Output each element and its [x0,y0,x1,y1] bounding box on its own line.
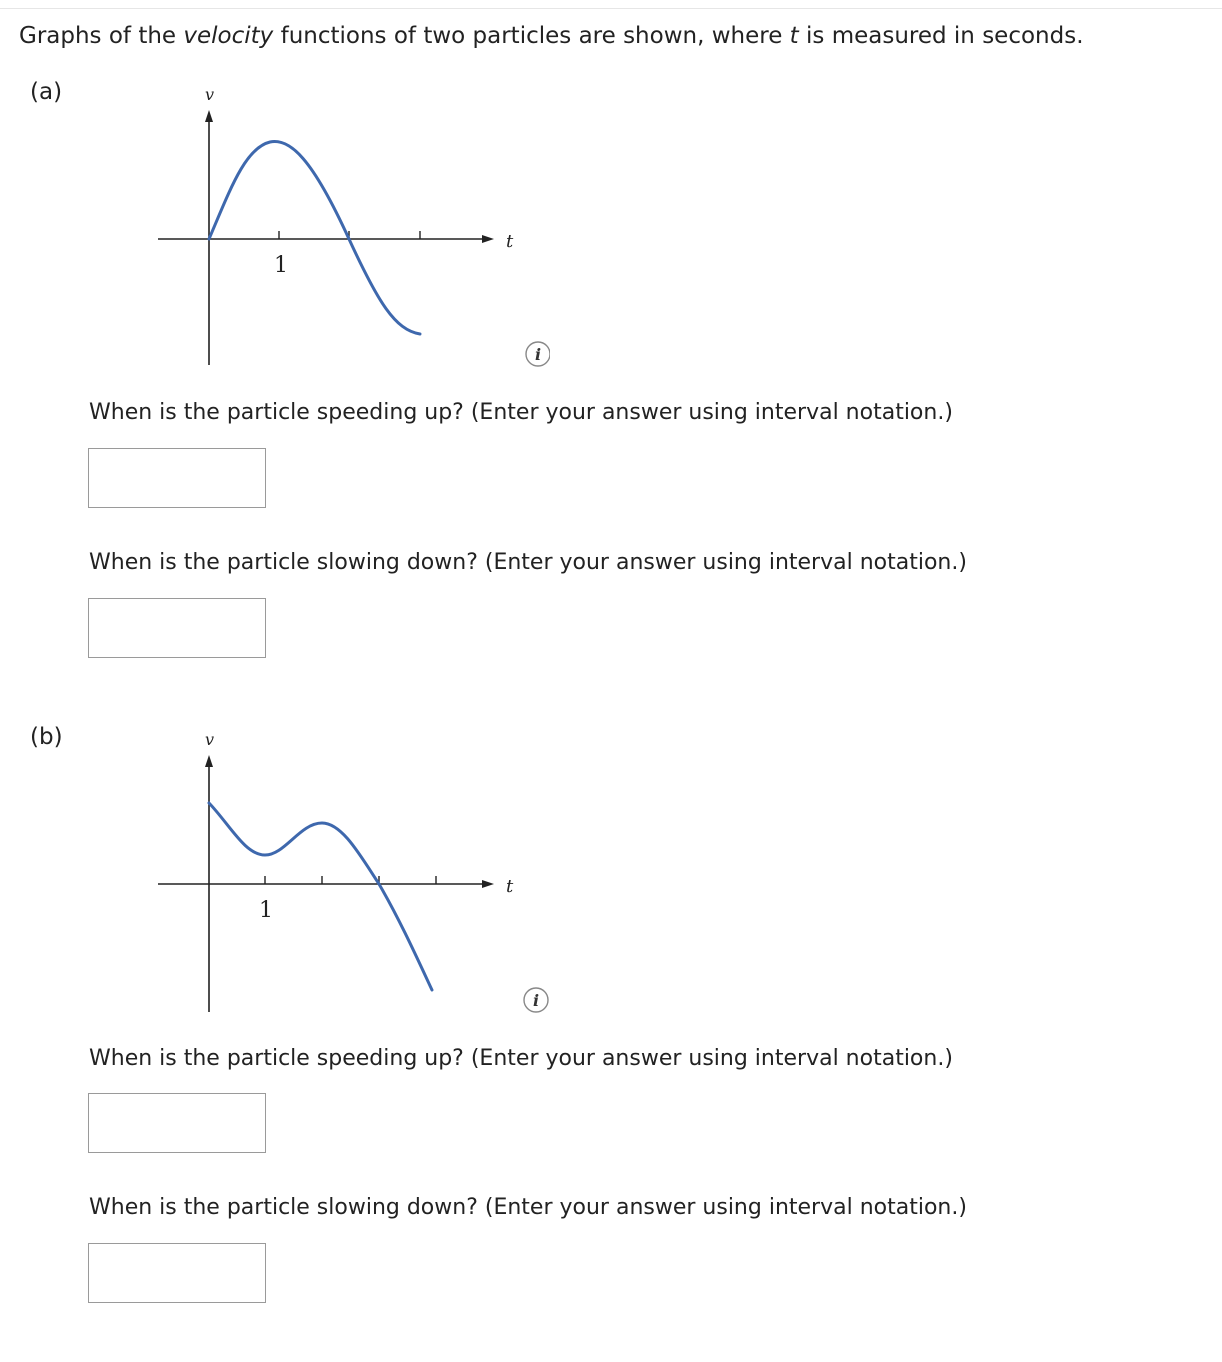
part-a-info-glyph[interactable]: i [534,345,542,364]
part-a-velocity-curve [209,142,420,334]
part-a-info-icon[interactable] [526,342,550,366]
part-a-label: (a) [30,79,63,105]
part-a-question-slowing-down: When is the particle slowing down? (Enter your answer using interval notation.) [89,550,967,575]
part-a-v-arrow-icon [205,110,213,122]
top-divider [0,8,1222,9]
intro-suffix: is measured in seconds. [798,23,1084,49]
part-b-speeding-up-input[interactable] [88,1093,266,1153]
part-a-graph-svg [150,80,550,380]
part-a-t-label: t [506,231,514,252]
part-b-v-arrow-icon [205,755,213,767]
part-a-slowing-down-input[interactable] [88,598,266,658]
part-a-t-arrow-icon [482,235,494,243]
part-a-speeding-up-input[interactable] [88,448,266,508]
intro-prefix: Graphs of the [19,23,184,49]
part-b-question-slowing-down: When is the particle slowing down? (Enter your answer using interval notation.) [89,1195,967,1220]
part-b-velocity-graph [150,725,550,1025]
part-b-velocity-curve [209,803,432,990]
part-b-question-speeding-up: When is the particle speeding up? (Enter your answer using interval notation.) [89,1046,953,1071]
part-b-label: (b) [30,724,63,750]
part-a-v-label: v [205,85,215,104]
part-b-info-icon[interactable] [524,988,548,1012]
part-b-info-glyph[interactable]: i [532,991,540,1010]
part-a-velocity-graph [150,80,550,380]
part-b-v-label: v [205,730,215,749]
intro-variable: t [789,23,799,49]
problem-statement [19,20,1084,52]
part-b-t-label: t [506,876,514,897]
part-b-graph-svg [150,725,550,1025]
part-b-t-arrow-icon [482,880,494,888]
part-b-slowing-down-input[interactable] [88,1243,266,1303]
part-b-tick-label: 1 [259,898,273,923]
part-a-question-speeding-up: When is the particle speeding up? (Enter your answer using interval notation.) [89,400,953,425]
intro-middle: functions of two particles are shown, where [273,23,790,49]
part-a-tick-label: 1 [274,253,288,278]
intro-emphasis: velocity [183,23,274,49]
